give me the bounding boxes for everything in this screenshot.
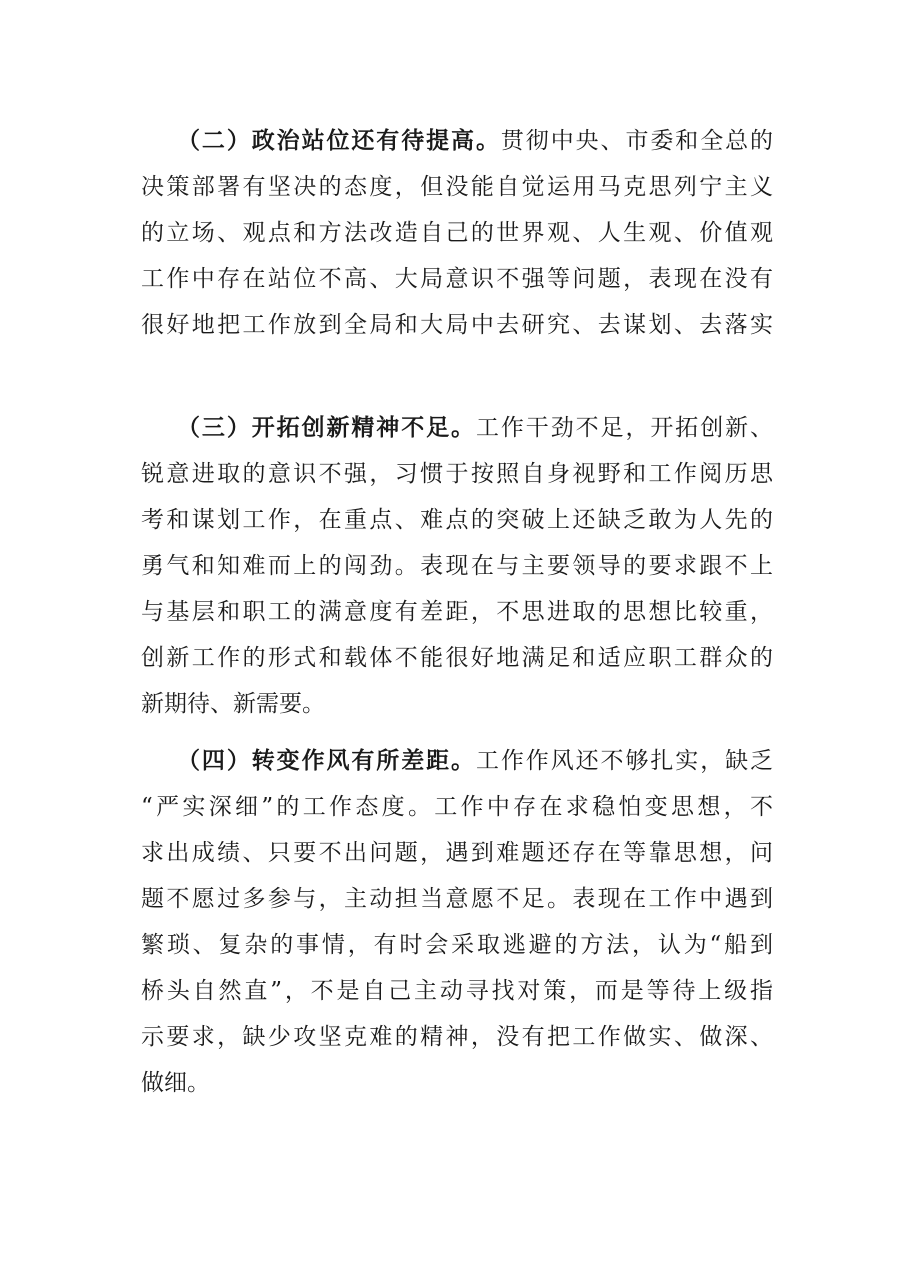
- paragraph-line: [141, 405, 773, 451]
- paragraph-line: 很好地把工作放到全局和大局中去研究、去谋划、去落实: [141, 312, 773, 338]
- paragraph-line: 考和谋划工作，在重点、难点的突破上还缺乏敢为人先的: [141, 507, 773, 533]
- paragraph-line: 示要求，缺少攻坚克难的精神，没有把工作做实、做深、: [141, 1024, 773, 1050]
- paragraph-line: 勇气和知难而上的闯劲。表现在与主要领导的要求跟不上: [141, 553, 773, 579]
- paragraph-line: 新期待、新需要。: [141, 691, 325, 717]
- paragraph-line: [141, 738, 773, 784]
- paragraph-line: 与基层和职工的满意度有差距，不思进取的思想比较重，: [141, 599, 773, 625]
- paragraph-line: 创新工作的形式和载体不能很好地满足和适应职工群众的: [141, 645, 773, 671]
- paragraph-heading: （四）转变作风有所差距。: [177, 748, 476, 774]
- paragraph-line: 桥头自然直”，不是自己主动寻找对策，而是等待上级指: [141, 978, 773, 1004]
- paragraph-line: 繁琐、复杂的事情，有时会采取逃避的方法，认为“船到: [141, 932, 773, 958]
- paragraph-heading: （三）开拓创新精神不足。: [177, 415, 476, 441]
- paragraph-innovation: [141, 405, 773, 727]
- paragraph-political-stance: [141, 118, 773, 348]
- paragraph-heading: （二）政治站位还有待提高。: [177, 128, 501, 154]
- paragraph-line: “严实深细”的工作态度。工作中存在求稳怕变思想，不: [141, 794, 773, 820]
- paragraph-line: 题不愿过多参与，主动担当意愿不足。表现在工作中遇到: [141, 886, 773, 912]
- paragraph-line: 锐意进取的意识不强，习惯于按照自身视野和工作阅历思: [141, 461, 773, 487]
- paragraph-line: 决策部署有坚决的态度，但没能自觉运用马克思列宁主义: [141, 174, 773, 200]
- paragraph-text: 工作作风还不够扎实，缺乏: [475, 748, 774, 774]
- paragraph-text: 工作干劲不足，开拓创新、: [475, 415, 774, 441]
- paragraph-text: 贯彻中央、市委和全总的: [500, 128, 774, 154]
- paragraph-line: 求出成绩、只要不出问题，遇到难题还存在等靠思想，问: [141, 840, 773, 866]
- paragraph-work-style: [141, 738, 773, 1106]
- paragraph-line: 工作中存在站位不高、大局意识不强等问题，表现在没有: [141, 266, 773, 292]
- paragraph-line: [141, 118, 773, 164]
- paragraph-line: 的立场、观点和方法改造自己的世界观、人生观、价值观: [141, 220, 773, 246]
- paragraph-line: 做细。: [141, 1070, 210, 1096]
